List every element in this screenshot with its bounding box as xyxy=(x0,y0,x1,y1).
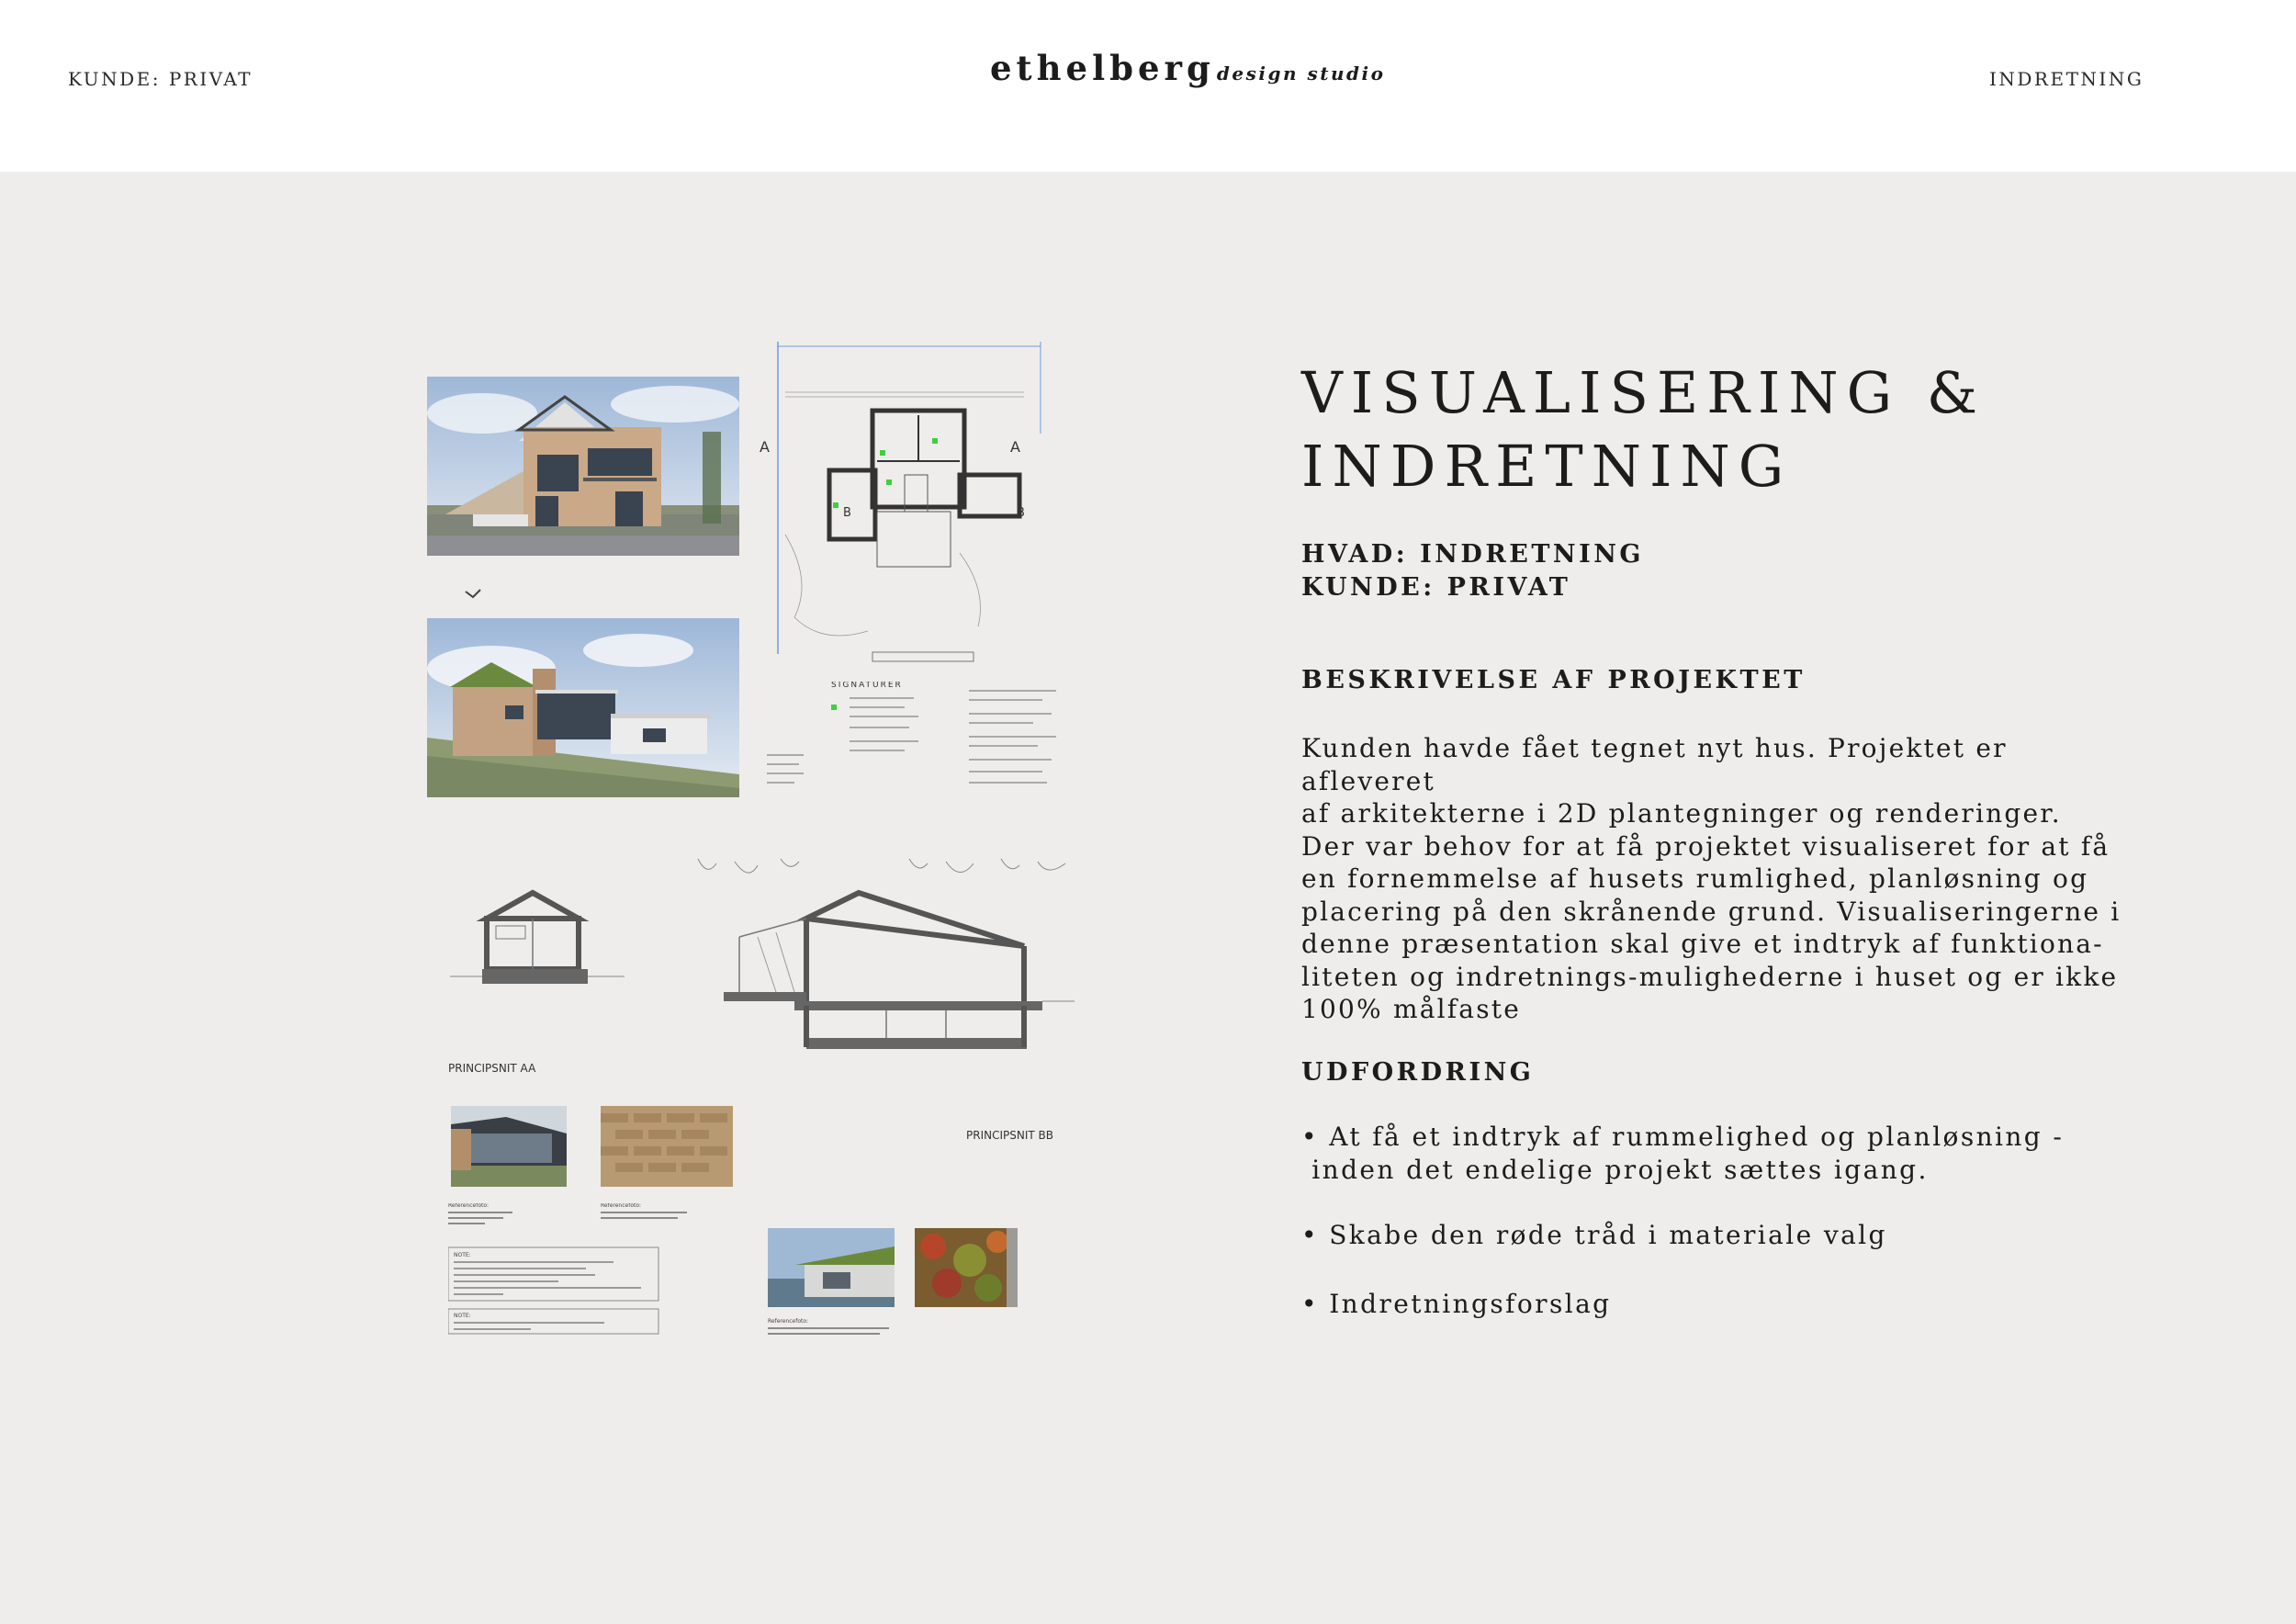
description-text xyxy=(1301,732,2128,1026)
title-line-1: VISUALISERING & xyxy=(1301,359,1986,426)
header xyxy=(0,0,2296,172)
section-label: INDRETNING xyxy=(1989,68,2144,90)
note-title-1: NOTE: xyxy=(454,1252,471,1258)
ref-caption-2: Referencefoto: xyxy=(601,1203,642,1209)
house-render-front xyxy=(427,377,739,556)
logo xyxy=(990,48,1385,88)
section-bb-label: PRINCIPSNIT BB xyxy=(966,1129,1053,1142)
description-line: en fornemmelse af husets rumlighed, planløsning og xyxy=(1301,863,2089,894)
reference-photo-brick xyxy=(601,1106,733,1187)
bullet-3: • Indretningsforslag xyxy=(1301,1289,1612,1319)
note-title-2: NOTE: xyxy=(454,1313,471,1319)
description-heading: BESKRIVELSE AF PROJEKTET xyxy=(1301,666,1806,694)
reference-photo-conservatory xyxy=(451,1106,567,1187)
reference-captions-and-notes xyxy=(448,1203,1082,1341)
section-aa-label: PRINCIPSNIT AA xyxy=(448,1062,536,1075)
signature-legend xyxy=(748,682,1088,792)
title-line-2: INDRETNING xyxy=(1301,433,1793,500)
plan-marker-a-left: A xyxy=(760,438,770,456)
client-label: KUNDE: PRIVAT xyxy=(68,68,253,90)
logo-main: ethelberg xyxy=(990,48,1215,88)
meta-client: KUNDE: PRIVAT xyxy=(1301,573,1571,602)
page-title xyxy=(1301,356,2128,503)
meta-what: HVAD: INDRETNING xyxy=(1301,540,1644,569)
title-block xyxy=(1301,356,2128,604)
ref-caption-1: Referencefoto: xyxy=(448,1203,490,1209)
section-drawings xyxy=(432,854,1084,1148)
bullet-1-line-2: inden det endelige projekt sættes igang. xyxy=(1301,1155,1929,1185)
bullet-1 xyxy=(1301,1121,2128,1187)
description-line: af arkitekterne i 2D plantegninger og renderinger. xyxy=(1301,798,2062,829)
signature-title: SIGNATURER xyxy=(831,682,903,690)
house-render-side xyxy=(427,618,739,797)
description-line: liteten og indretnings-mulighederne i huset og er ikke xyxy=(1301,961,2119,992)
description-line: placering på den skrånende grund. Visualiseringerne i xyxy=(1301,896,2122,927)
floor-plan-drawing xyxy=(748,342,1079,686)
bird-illustration xyxy=(464,586,482,604)
description-line: Der var behov for at få projektet visualiseret for at få xyxy=(1301,830,2110,862)
ref-caption-3: Referencefoto: xyxy=(768,1318,809,1325)
description-line: 100% målfaste xyxy=(1301,994,1521,1024)
plan-marker-b-left: B xyxy=(843,506,851,520)
description-line: denne præsentation skal give et indtryk af funktiona- xyxy=(1301,929,2104,959)
logo-sub: design studio xyxy=(1216,62,1386,85)
plan-marker-a-right: A xyxy=(1010,438,1020,456)
description-line: Kunden havde fået tegnet nyt hus. Projektet er afleveret xyxy=(1301,733,2008,796)
bullet-2: • Skabe den røde tråd i materiale valg xyxy=(1301,1220,1887,1250)
project-meta xyxy=(1301,538,2128,604)
challenge-heading: UDFORDRING xyxy=(1301,1058,1535,1087)
plan-marker-b-right: B xyxy=(1017,506,1025,520)
bullet-1-line-1: • At få et indtryk af rummelighed og planløsning - xyxy=(1301,1122,2065,1152)
